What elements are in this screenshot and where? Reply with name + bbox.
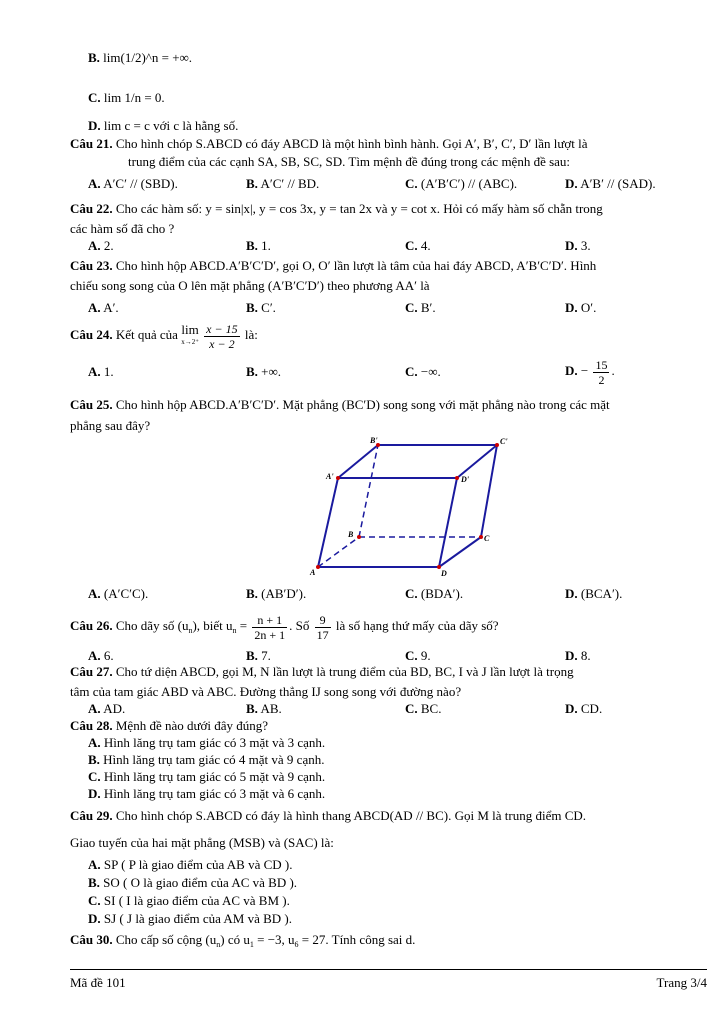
question-label: Câu 29. [70, 808, 113, 823]
option-text: lim c = c với c là hằng số. [103, 118, 239, 133]
vertex-d1 [455, 476, 459, 480]
q22-option-c: C. 4. [405, 238, 431, 253]
question-23-cont [70, 278, 430, 294]
question-label: Câu 24. [70, 327, 113, 342]
label-b: B [348, 530, 354, 539]
vertex-b [357, 535, 361, 539]
q23-option-b: B. C′. [246, 300, 276, 315]
question-label: Câu 27. [70, 664, 113, 679]
vertex-c1 [495, 443, 499, 447]
option-text: lim(1/2)^n = +∞. [103, 50, 193, 65]
q26-option-b: B. 7. [246, 648, 271, 663]
question-text: Cho tứ diện ABCD, gọi M, N lần lượt là trung điểm của BD, BC, I và J lần lượt là trọng [115, 664, 574, 679]
question-text: các hàm số đã cho ? [70, 221, 175, 236]
question-label: Câu 23. [70, 258, 113, 273]
q21-option-a: A. A′C′ // (SBD). [88, 176, 178, 191]
question-29 [70, 808, 586, 824]
question-26: Câu 26. Cho dãy số $(u_n)$, biết $u_n$ = $\frac{n + 1}{2n + 1}$ . Số $\frac{9}{17}$ là số hạng thứ mấy của dãy số? [70, 612, 499, 642]
option-d-top [88, 118, 238, 134]
q29-option-a: A. SP ( P là giao điểm của AB và CD ). [88, 857, 293, 872]
q29-option-d: D. SJ ( J là giao điểm của AM và BD ). [88, 911, 293, 926]
question-label: Câu 25. [70, 397, 113, 412]
exam-code: Mã đề 101 [70, 975, 126, 990]
q28-option-a: A. Hình lăng trụ tam giác có 3 mặt và 3 cạnh. [88, 735, 326, 750]
question-text: Cho hình chóp S.ABCD có đáy là hình thang ABCD(AD // BC). Gọi M là trung điểm CD. [115, 808, 587, 823]
q25-option-a: A. (A′C′C). [88, 586, 149, 601]
page-number: Trang 3/4 [656, 975, 707, 990]
label-d1: D' [461, 475, 469, 484]
question-21-cont [128, 154, 570, 170]
question-22 [70, 201, 603, 217]
q29-option-b: B. SO ( O là giao điểm của AC và BD ). [88, 875, 298, 890]
q24-option-a: A. 1. [88, 364, 114, 379]
q24-option-c: C. −∞. [405, 364, 441, 379]
vertex-a [316, 565, 320, 569]
q21-option-c: C. (A′B′C′) // (ABC). [405, 176, 518, 191]
question-text: Cho hình hộp ABCD.A′B′C′D′, gọi O, O′ lần lượt là tâm của hai đáy ABCD, A′B′C′D′. Hình [115, 258, 597, 273]
question-text: phẳng sau đây? [70, 418, 151, 433]
sequence-formula: $\frac{n + 1}{2n + 1}$ [254, 612, 286, 642]
q22-option-a: A. 2. [88, 238, 114, 253]
question-25 [70, 397, 610, 413]
q25-option-d: D. (BCA′). [565, 586, 623, 601]
option-c-top [88, 90, 165, 106]
question-text: trung điểm của các cạnh SA, SB, SC, SD. Tìm mệnh đề đúng trong các mệnh đề sau: [128, 154, 571, 169]
question-text: Giao tuyến của hai mặt phẳng (MSB) và (SAC) là: [70, 835, 334, 850]
label-a: A [310, 568, 316, 577]
q26-option-c: C. 9. [405, 648, 431, 663]
question-23 [70, 258, 596, 274]
option-label: C. [88, 90, 101, 105]
question-text: là: [244, 327, 258, 342]
question-text: Cho các hàm số: y = sin|x|, y = cos 3x, y = tan 2x và y = cot x. Hỏi có mấy hàm số chẵn trong [115, 201, 603, 216]
q24-option-d: D. − $\frac{15}{2}$ . [565, 357, 615, 387]
question-25-cont [70, 418, 150, 434]
q23-option-a: A. A′. [88, 300, 119, 315]
label-a1: A' [326, 472, 334, 481]
q21-option-b: B. A′C′ // BD. [246, 176, 320, 191]
edge-cc1 [481, 445, 497, 537]
q22-option-b: B. 1. [246, 238, 271, 253]
label-c: C [484, 534, 490, 543]
q27-option-b: B. AB. [246, 701, 282, 716]
option-text: lim 1/n = 0. [103, 90, 165, 105]
q29-option-c: C. SI ( I là giao điểm của AC và BM ). [88, 893, 290, 908]
question-label: Câu 26. [70, 618, 113, 633]
question-21 [70, 136, 588, 152]
question-text: Kết quả của [115, 327, 178, 342]
option-label: D. [88, 118, 101, 133]
question-text: tâm của tam giác ABD và ABC. Đường thẳng IJ song song với đường nào? [70, 684, 462, 699]
limit-fraction: $\frac{x - 15}{x - 2}$ [206, 321, 238, 351]
edge-dc [439, 537, 481, 567]
q26-option-a: A. 6. [88, 648, 114, 663]
question-28 [70, 718, 268, 734]
vertex-c [479, 535, 483, 539]
q22-option-d: D. 3. [565, 238, 591, 253]
q26-option-d: D. 8. [565, 648, 591, 663]
label-c1: C' [500, 437, 508, 446]
q25-option-b: B. (AB′D′). [246, 586, 307, 601]
limit-operator: lim x→2⁺ [181, 322, 199, 347]
q28-option-d: D. Hình lăng trụ tam giác có 3 mặt và 6 cạnh. [88, 786, 326, 801]
question-text: chiếu song song của O lên mặt phẳng (A′B′C′D′) theo phương AA′ là [70, 278, 430, 293]
question-30: Câu 30. Cho cấp số cộng $(u_n)$ có $u_1 = -3$, $u_6 = 27$. Tính công sai d. [70, 932, 416, 949]
question-label: Câu 30. [70, 932, 113, 947]
question-text: Cho hình hộp ABCD.A′B′C′D′. Mặt phẳng (BC′D) song song với mặt phẳng nào trong các mặt [115, 397, 610, 412]
label-d: D [441, 569, 447, 578]
q23-option-c: C. B′. [405, 300, 436, 315]
question-label: Câu 22. [70, 201, 113, 216]
edge-c1d1 [457, 445, 497, 478]
question-label: Câu 28. [70, 718, 113, 733]
question-label: Câu 21. [70, 136, 113, 151]
q23-option-d: D. O′. [565, 300, 597, 315]
q27-option-d: D. CD. [565, 701, 603, 716]
q24-option-b: B. +∞. [246, 364, 282, 379]
q28-option-c: C. Hình lăng trụ tam giác có 5 mặt và 9 cạnh. [88, 769, 326, 784]
question-27 [70, 664, 574, 680]
question-24 [70, 320, 258, 351]
option-label: B. [88, 50, 100, 65]
given-number: $\frac{9}{17}$ [316, 612, 329, 642]
question-29-cont [70, 835, 334, 851]
question-27-cont [70, 684, 461, 700]
question-text: Mệnh đề nào dưới đây đúng? [115, 718, 269, 733]
question-22-cont [70, 221, 174, 237]
q25-option-c: C. (BDA′). [405, 586, 464, 601]
q27-option-a: A. AD. [88, 701, 126, 716]
edge-dd1 [439, 478, 457, 567]
q21-option-d: D. A′B′ // (SAD). [565, 176, 656, 191]
question-text: Cho hình chóp S.ABCD có đáy ABCD là một hình bình hành. Gọi A′, B′, C′, D′ lần lượt là [115, 136, 588, 151]
q28-option-b: B. Hình lăng trụ tam giác có 4 mặt và 9 cạnh. [88, 752, 325, 767]
footer-divider [70, 969, 707, 970]
option-b-top [88, 50, 192, 66]
q27-option-c: C. BC. [405, 701, 442, 716]
vertex-a1 [336, 476, 340, 480]
parallelepiped-figure [0, 435, 725, 585]
label-b1: B' [370, 436, 378, 445]
